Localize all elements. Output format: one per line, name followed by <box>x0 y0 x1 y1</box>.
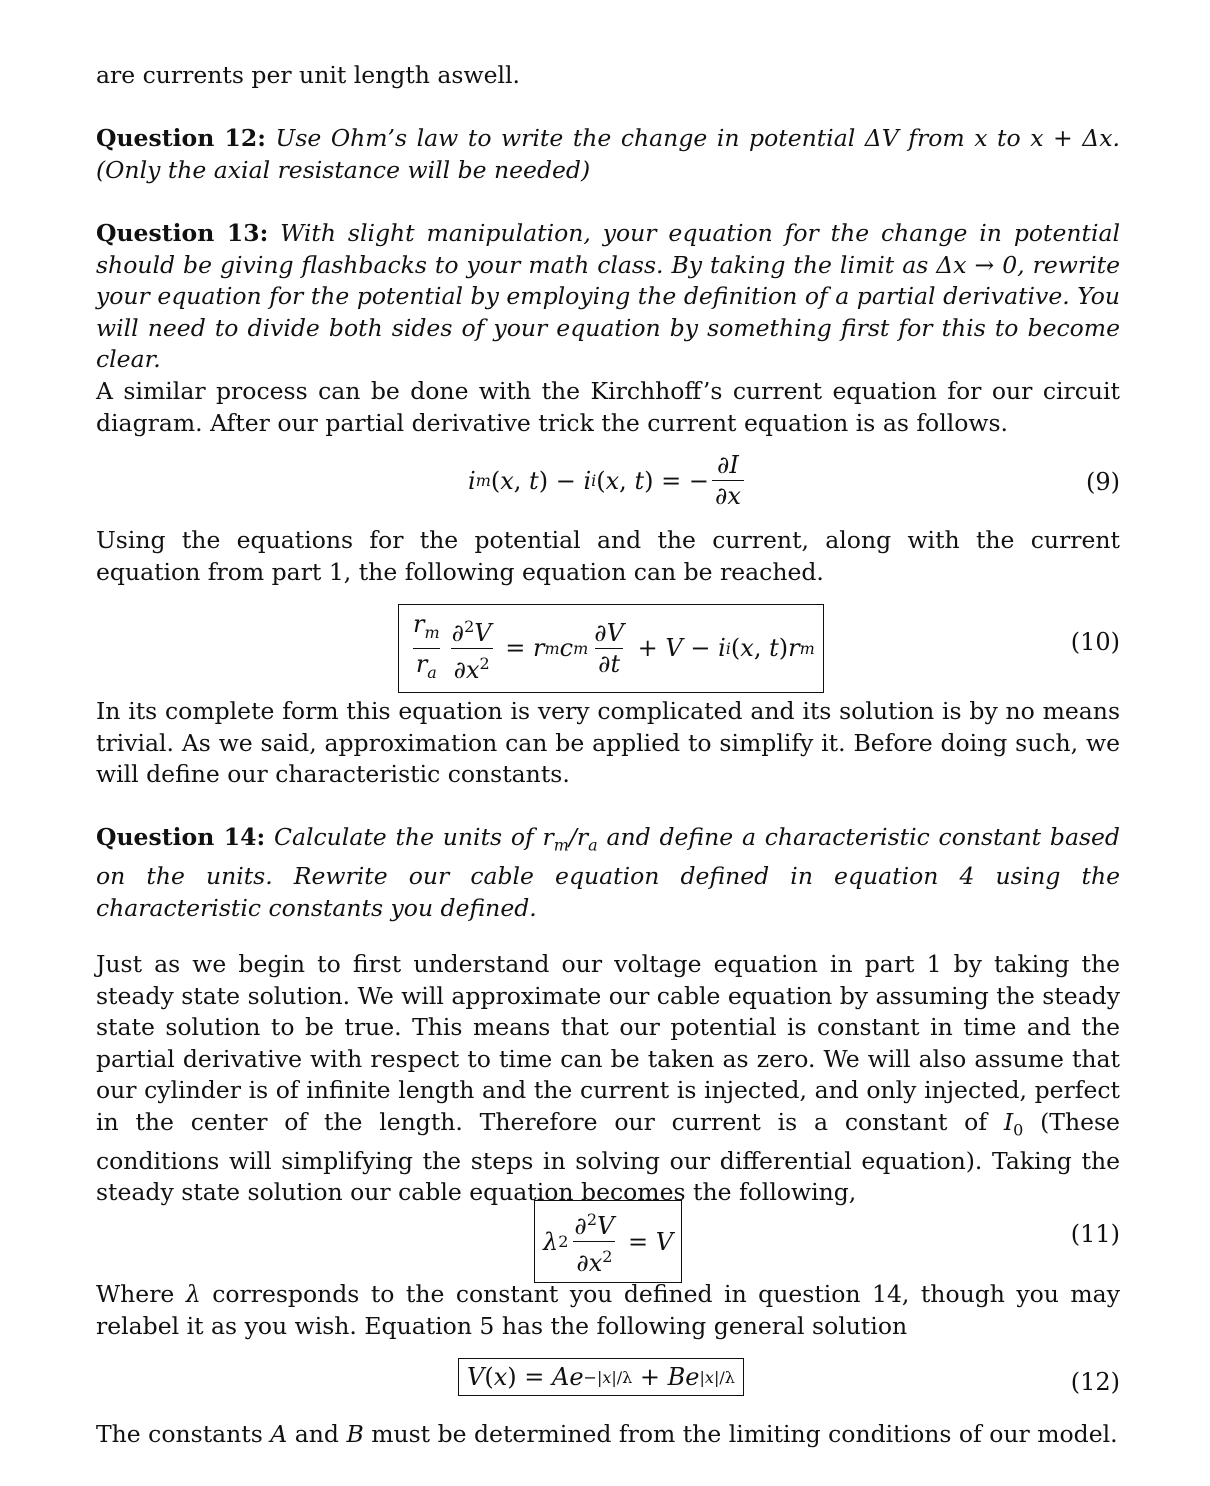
question-12-text: Use Ohm’s law to write the change in potential ΔV from x to x + Δx.(Only the axial resistance will be needed) <box>96 124 1120 184</box>
paragraph-using: Using the equations for the potential and the current, along with the current equation from part 1, the following equation can be reached. <box>96 526 1120 586</box>
question-13 <box>96 218 1120 376</box>
paragraph-complete: In its complete form this equation is very complicated and its solution is by no means trivial. As we said, approximation can be applied to simplify it. Before doing such, we will define our characteristic constants. <box>96 697 1120 788</box>
equation-10-box: $\frac{r_m}{r_a}$ $\frac{\partial^2V}{\partial x^2}$ = r m c m $\frac{\partial V}{\partial t}$ + V − i i ( x , t ) r m <box>398 604 824 693</box>
equation-11-box: λ 2 $\frac{\partial^2V}{\partial x^2}$ = V <box>534 1200 682 1283</box>
paragraph-steady-state: Just as we begin to first understand our voltage equation in part 1 by taking the steady state solution. We will approximate our cable equation by assuming the steady state solution to be true. This means that our potential is constant in time and the partial derivative with respect to time can be taken as zero. We will also assume that our cylinder is of infinite length and the current is injected, and only injected, perfect in the center of the length. Therefore our current is a constant of $I_0$ (These conditions will simplifying the steps in solving our differential equation). Taking the steady state solution our cable equation becomes the following, <box>96 950 1120 1207</box>
equation-11-number: (11) <box>1070 1220 1120 1248</box>
rm-over-ra: $r_m/r_a$ <box>542 823 598 855</box>
paragraph-kirchhoff: A similar process can be done with the Kirchhoff’s current equation for our circuit diagram. After our partial derivative trick the current equation is as follows. <box>96 377 1120 437</box>
equation-9-number: (9) <box>1086 468 1120 496</box>
equation-12-number: (12) <box>1070 1368 1120 1396</box>
question-13-label: Question 13: <box>96 219 269 247</box>
question-14-label: Question 14: <box>96 823 266 851</box>
equation-10-number: (10) <box>1070 628 1120 656</box>
equation-11 <box>96 1200 1120 1280</box>
question-13-text: With slight manipulation, your equation for the change in potential should be giving flashbacks to your math class. By taking the limit as Δx → 0, rewrite your equation for the potential by employing the definition of a partial derivative. You will need to divide both sides of your equation by something first for this to become clear. <box>96 219 1120 373</box>
paragraph-final: The constants A and B must be determined from the limiting conditions of our model. <box>96 1420 1118 1448</box>
question-12-label: Question 12: <box>96 124 266 152</box>
equation-12-box: V ( x ) = Ae −|x|/λ + Be |x|/λ <box>458 1358 744 1396</box>
equation-9 <box>96 450 1120 530</box>
symbol-lambda: λ <box>185 1280 201 1308</box>
equation-9-body: i m ( x , t ) − i i ( x , t ) = − $\frac{\partial I}{\partial x}$ <box>468 450 747 511</box>
paragraph-intro: are currents per unit length aswell. <box>96 61 520 89</box>
paragraph-where: Where λ corresponds to the constant you defined in question 14, though you may relabel it as you wish. Equation 5 has the following general solution <box>96 1280 1120 1340</box>
question-14: Question 14: Calculate the units of $r_m/r_a$ and define a characteristic constant based on the units. Rewrite our cable equation defined in equation 4 using the characteristic constants you defined. <box>96 823 1120 922</box>
question-12 <box>96 123 1120 186</box>
symbol-I0: $I_0$ <box>1003 1107 1024 1140</box>
equation-10 <box>96 604 1120 684</box>
